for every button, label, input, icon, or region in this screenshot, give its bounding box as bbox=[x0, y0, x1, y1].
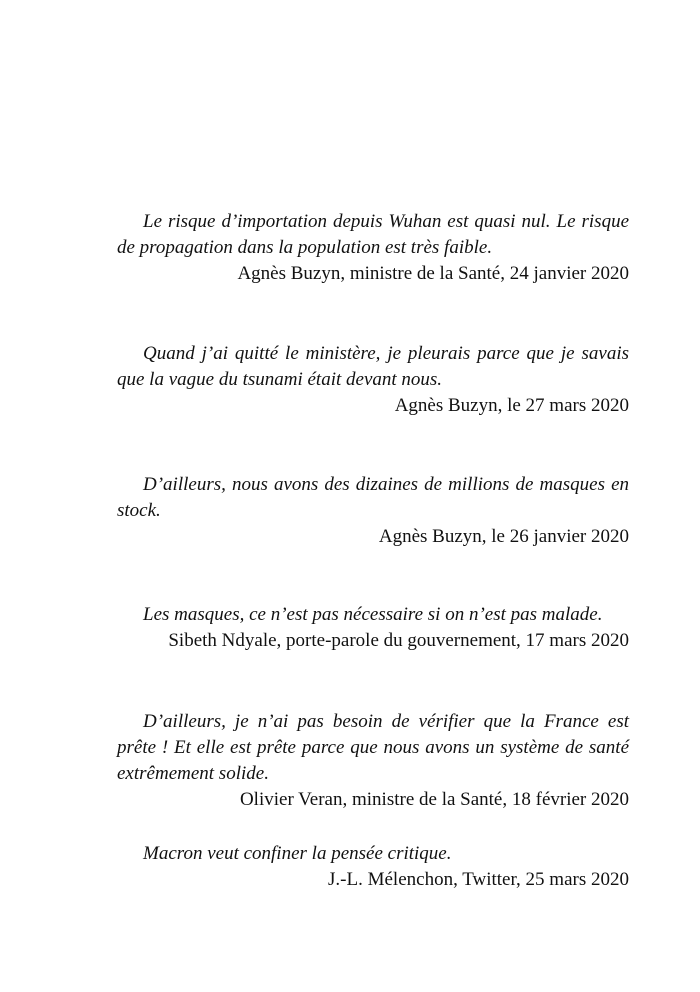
quote-attribution: Olivier Veran, ministre de la Santé, 18 février 2020 bbox=[239, 789, 629, 810]
quote-block bbox=[117, 841, 629, 893]
quote-text: D’ailleurs, nous avons des dizaines de millions de masques en stock. bbox=[117, 474, 629, 521]
quote-text: Le risque d’importation depuis Wuhan est quasi nul. Le risque de propagation dans la population est très faible. bbox=[117, 211, 629, 258]
quote-attribution: Agnès Buzyn, ministre de la Santé, 24 janvier 2020 bbox=[237, 263, 629, 284]
quote-block bbox=[117, 709, 629, 813]
quote-block bbox=[117, 341, 629, 419]
quote-text: Quand j’ai quitté le ministère, je pleurais parce que je savais que la vague du tsunami était devant nous. bbox=[117, 343, 629, 390]
quote-block bbox=[117, 209, 629, 287]
quote-block bbox=[117, 602, 629, 654]
quote-attribution: J.-L. Mélenchon, Twitter, 25 mars 2020 bbox=[328, 869, 629, 890]
quote-attribution: Agnès Buzyn, le 26 janvier 2020 bbox=[378, 526, 629, 547]
quote-text: D’ailleurs, je n’ai pas besoin de vérifier que la France est prête ! Et elle est prête parce que nous avons un système de santé extrêmement solide. bbox=[117, 711, 629, 784]
quote-text: Les masques, ce n’est pas nécessaire si on n’est pas malade. bbox=[143, 604, 603, 625]
quote-block bbox=[117, 472, 629, 550]
quote-attribution: Sibeth Ndyale, porte-parole du gouvernement, 17 mars 2020 bbox=[168, 630, 629, 651]
quote-attribution: Agnès Buzyn, le 27 mars 2020 bbox=[394, 395, 629, 416]
quote-text: Macron veut confiner la pensée critique. bbox=[143, 843, 452, 864]
